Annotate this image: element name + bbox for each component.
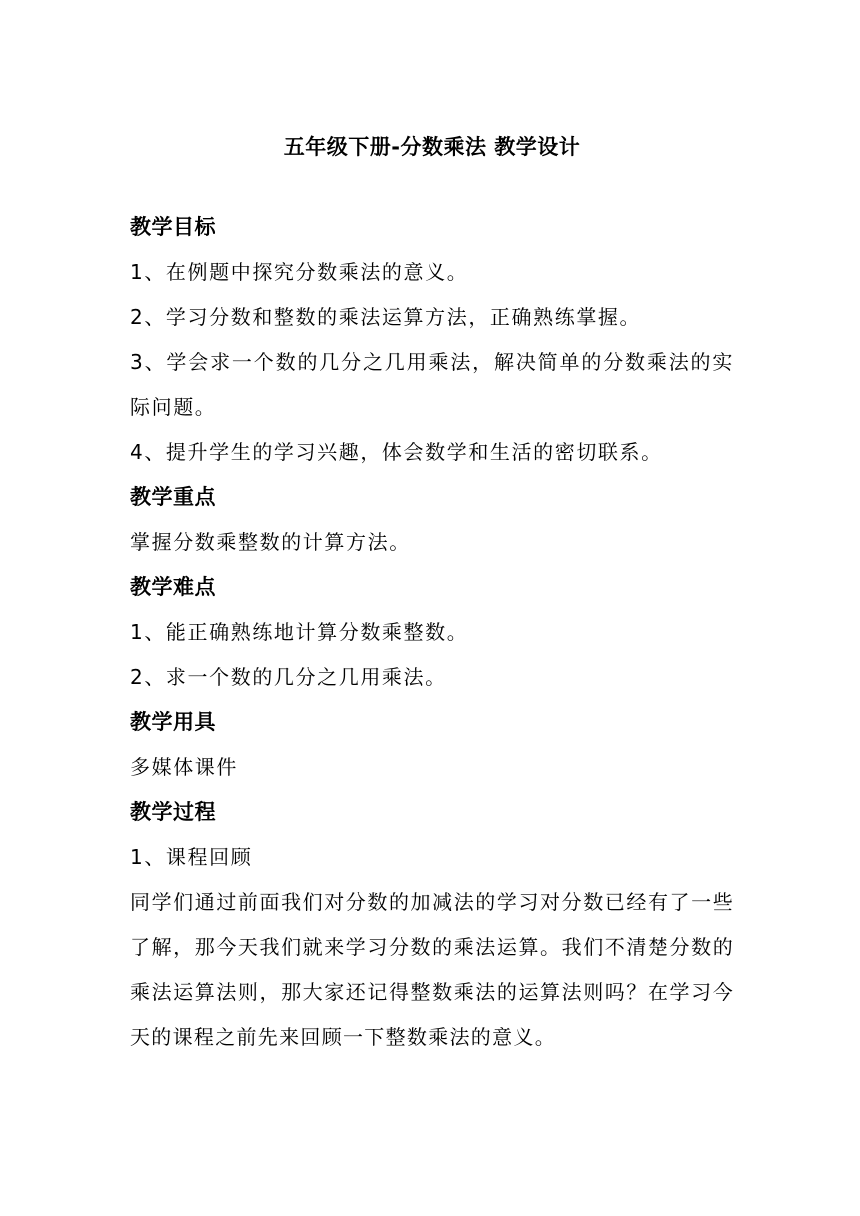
document-body: [130, 129, 734, 1060]
difficulty-item: 2、求一个数的几分之几用乘法。: [130, 665, 447, 689]
objectives-heading: 教学目标: [130, 215, 216, 239]
tools-heading: 教学用具: [130, 710, 216, 734]
objective-item: 3、学会求一个数的几分之几用乘法，解决简单的分数乘法的实际问题。: [130, 350, 734, 419]
tools-text: 多媒体课件: [130, 755, 238, 779]
objective-item: 2、学习分数和整数的乘法运算方法，正确熟练掌握。: [130, 305, 642, 329]
process-heading: 教学过程: [130, 800, 216, 824]
difficulty-item: 1、能正确熟练地计算分数乘整数。: [130, 620, 469, 644]
objective-item: 4、提升学生的学习兴趣，体会数学和生活的密切联系。: [130, 440, 663, 464]
process-step-text: 同学们通过前面我们对分数的加减法的学习对分数已经有了一些了解，那今天我们就来学习分数的乘法运算。我们不清楚分数的乘法运算法则，那大家还记得整数乘法的运算法则吗？在学习今天的课程之前先来回顾一下整数乘法的意义。: [130, 890, 734, 1049]
objective-item: 1、在例题中探究分数乘法的意义。: [130, 260, 469, 284]
document-title: 五年级下册-分数乘法 教学设计: [283, 135, 581, 159]
key-points-text: 掌握分数乘整数的计算方法。: [130, 530, 411, 554]
key-points-heading: 教学重点: [130, 485, 216, 509]
difficulties-heading: 教学难点: [130, 575, 216, 599]
process-step-title: 1、课程回顾: [130, 845, 253, 869]
